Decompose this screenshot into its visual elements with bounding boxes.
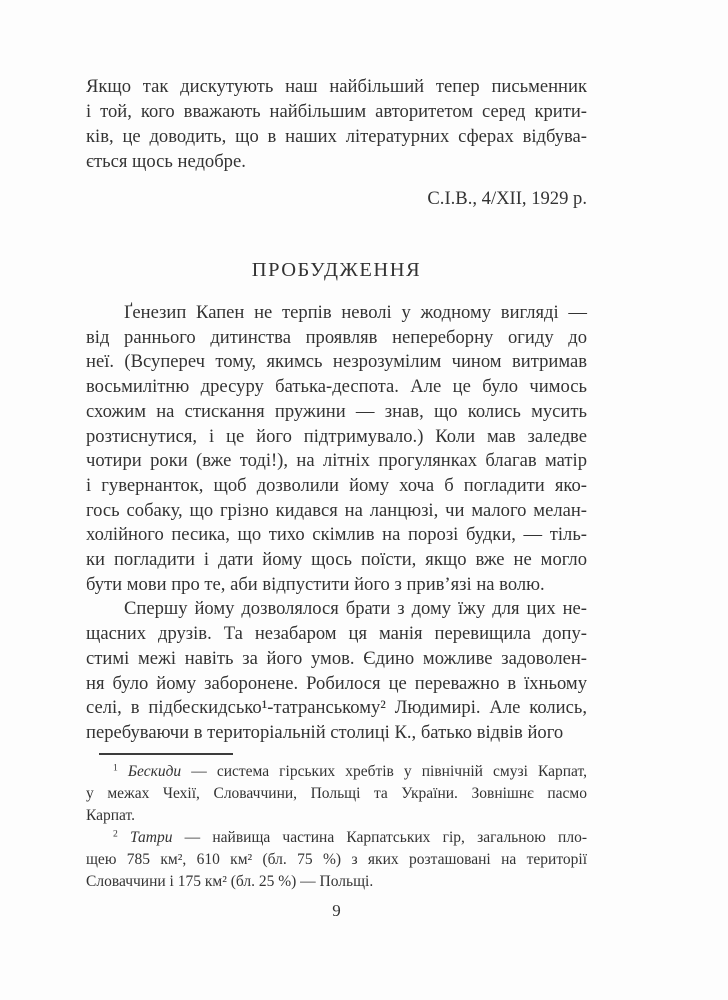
text-line: перебуваючи в територіальній столиці К., батько відвів його <box>86 721 564 743</box>
paragraph <box>86 597 587 745</box>
footnote-rest <box>86 849 587 893</box>
footnote-term: Бескиди <box>127 762 182 780</box>
text-column <box>86 74 587 923</box>
text-line: у межах Чехії, Словаччини, Польщі та України. Зовнішнє пасмо <box>86 784 587 802</box>
text-line: неї. (Всупереч тому, якимсь незрозумілим чином витримав <box>86 351 587 373</box>
epigraph <box>86 74 587 174</box>
text-line: ня було йому заборонене. Робилося це переважно в їхньому <box>86 672 587 694</box>
text-line: чотири роки (вже тоді!), на літніх прогулянках благав матір <box>86 450 587 472</box>
text-line: схожим на стискання пружини — знав, що колись мусить <box>86 400 587 422</box>
text-line: Спершу йому дозволялося брати з дому їжу для цих не- <box>124 598 587 620</box>
footnote-first-line <box>86 761 587 783</box>
text-line: бути мови про те, аби відпустити його з прив’язі на волю. <box>86 573 545 595</box>
footnote-first-line <box>86 827 587 849</box>
footnote <box>86 761 587 827</box>
page-number: 9 <box>332 900 341 920</box>
footnote-text: — система гірських хребтів у північній смузі Карпат, <box>181 762 587 780</box>
text-line: щасних друзів. Та незабаром ця манія перевищила допу- <box>86 623 587 645</box>
text-line: від раннього дитинства проявляв непереборну огиду до <box>86 326 587 348</box>
text-line: ки погладити і дати йому щось поїсти, якщо вже не могло <box>86 549 587 571</box>
text-line: селі, в підбескидсько¹-татранському² Людимирі. Але колись, <box>86 697 587 719</box>
text-line: стимі межі навіть за його умов. Єдино можливе задоволен- <box>86 647 587 669</box>
text-line: Ґенезип Капен не терпів неволі у жодному вигляді — <box>124 302 587 323</box>
text-line: Карпат. <box>86 806 136 824</box>
footnote-separator-rule <box>99 753 233 755</box>
footnote-rest <box>86 783 587 827</box>
text-line: холійного песика, що тихо скімлив на порозі будки, — тіль- <box>86 524 587 546</box>
footnote <box>86 827 587 893</box>
footnote-marker: 2 <box>113 828 118 840</box>
text-line: Словаччини і 175 км² (бл. 25 %) — Польщі. <box>86 872 374 890</box>
text-line: і гувернанток, щоб дозволили йому хоча б погладити яко- <box>86 474 587 496</box>
text-line: і той, кого вважають найбільшим авторитетом серед крити- <box>86 101 587 122</box>
text-line: гось собаку, що грізно кидався на ланцюзі, чи малого мелан- <box>86 499 587 521</box>
epigraph-attribution: С.І.В., 4/XII, 1929 р. <box>427 188 587 209</box>
text-line: ків, це доводить, що в наших літературних сферах відбува- <box>86 126 587 147</box>
footnotes <box>86 761 587 893</box>
text-line: ється щось недобре. <box>86 151 246 172</box>
footnote-term: Татри <box>129 828 173 846</box>
paragraph <box>86 301 587 597</box>
text-line: восьмилітню дресуру батька-деспота. Але це було чимось <box>86 376 587 398</box>
body-text <box>86 301 587 746</box>
footnote-text: — найвища частина Карпатських гір, загальною пло- <box>172 828 587 846</box>
chapter-title: ПРОБУДЖЕННЯ <box>251 259 422 281</box>
text-line: розтиснутися, і це його підтримувало.) Коли мав заледве <box>86 425 587 447</box>
text-line: Якщо так дискутують наш найбільший тепер письменник <box>86 76 587 97</box>
footnote-marker: 1 <box>113 762 118 774</box>
text-line: щею 785 км², 610 км² (бл. 75 %) з яких розташовані на території <box>86 850 587 868</box>
